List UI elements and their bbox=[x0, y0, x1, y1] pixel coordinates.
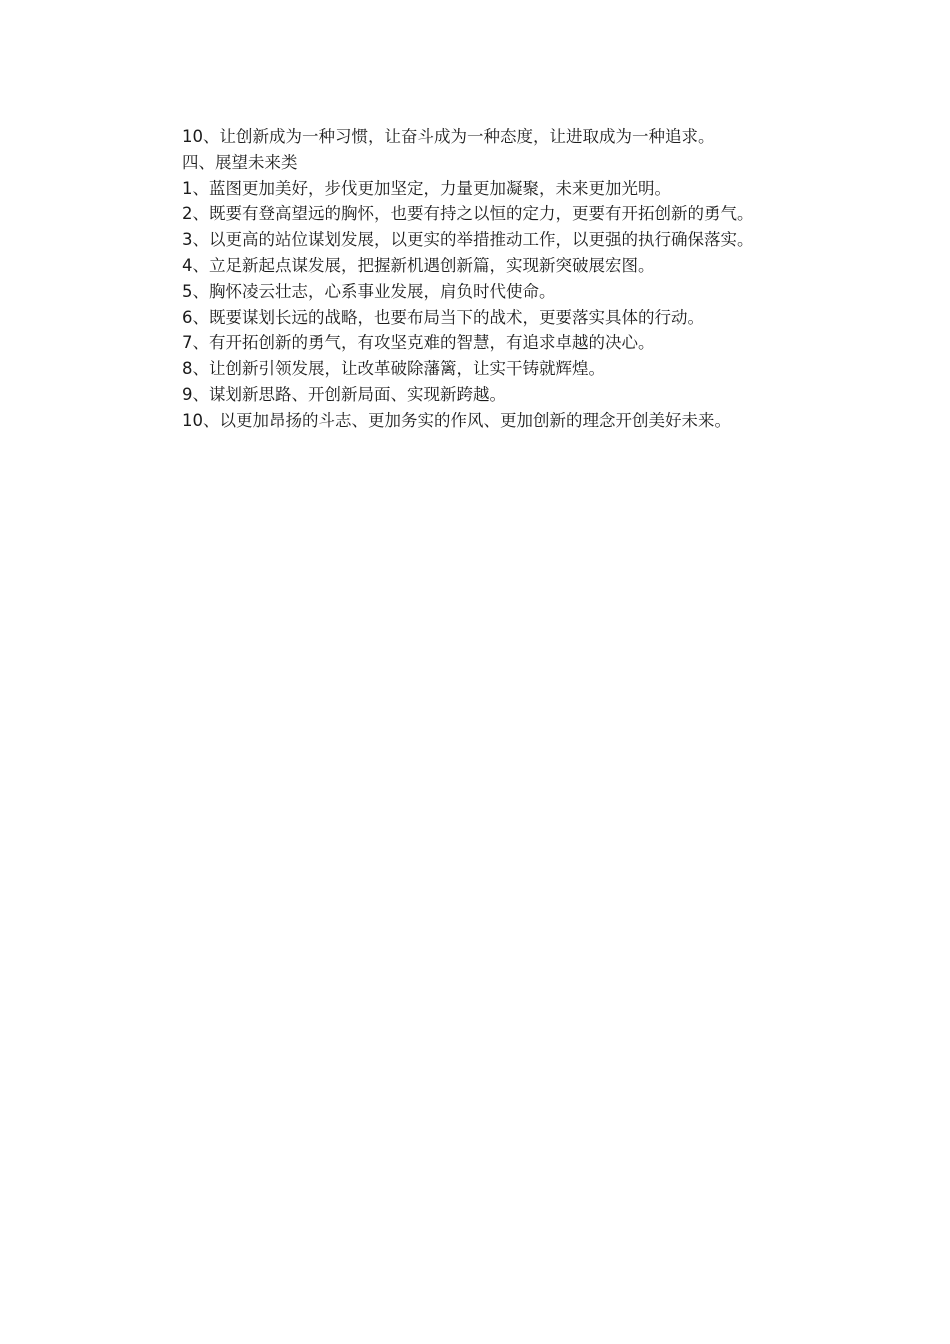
paragraph-item-10: 10、以更加昂扬的斗志、更加务实的作风、更加创新的理念开创美好未来。 bbox=[182, 410, 731, 430]
paragraph-item-1: 1、蓝图更加美好，步伐更加坚定，力量更加凝聚，未来更加光明。 bbox=[182, 178, 671, 198]
paragraph-item-4: 4、立足新起点谋发展，把握新机遇创新篇，实现新突破展宏图。 bbox=[182, 255, 655, 275]
paragraph-item-9: 9、谋划新思路、开创新局面、实现新跨越。 bbox=[182, 384, 506, 404]
section-heading-outlook: 四、展望未来类 bbox=[182, 152, 298, 172]
paragraph-item-3: 3、以更高的站位谋划发展，以更实的举措推动工作，以更强的执行确保落实。 bbox=[182, 230, 754, 250]
paragraph-item-6: 6、既要谋划长远的战略，也要布局当下的战术，更要落实具体的行动。 bbox=[182, 307, 704, 327]
paragraph-item-8: 8、让创新引领发展，让改革破除藩篱，让实干铸就辉煌。 bbox=[182, 359, 605, 379]
paragraph-item-10-habit: 10、让创新成为一种习惯，让奋斗成为一种态度，让进取成为一种追求。 bbox=[182, 127, 715, 146]
paragraph-item-2: 2、既要有登高望远的胸怀，也要有持之以恒的定力，更要有开拓创新的勇气。 bbox=[182, 204, 754, 224]
document-body bbox=[143, 124, 823, 434]
paragraph-item-7: 7、有开拓创新的勇气，有攻坚克难的智慧，有追求卓越的决心。 bbox=[182, 333, 655, 353]
paragraph-item-5: 5、胸怀凌云壮志，心系事业发展，肩负时代使命。 bbox=[182, 281, 556, 301]
